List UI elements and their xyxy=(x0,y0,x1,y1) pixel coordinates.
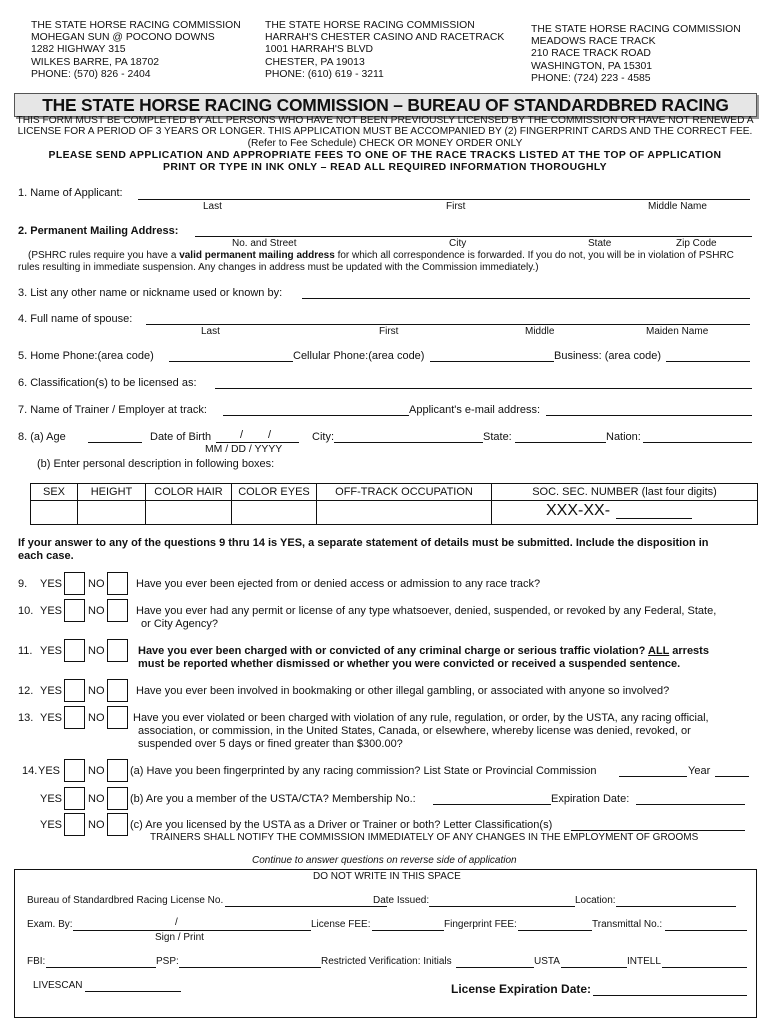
q12-yes-label: YES xyxy=(40,685,63,697)
q14a-no-label: NO xyxy=(88,765,105,777)
q2-street-caption: No. and Street xyxy=(232,238,297,249)
q14a-year-label: Year xyxy=(688,765,711,777)
dob-label: Date of Birth xyxy=(150,431,212,443)
q10-no-label: NO xyxy=(88,605,105,617)
livescan-field[interactable] xyxy=(85,991,181,992)
height-cell[interactable] xyxy=(78,501,146,524)
q12-number: 12. xyxy=(18,685,34,697)
q11-text-line-2: must be reported whether dismissed or whether you were convicted or received a suspended sentence. xyxy=(138,658,681,670)
fingerprint-fee-label: Fingerprint FEE: xyxy=(444,919,517,930)
q4-label: 4. Full name of spouse: xyxy=(18,313,133,325)
birth-state-field[interactable] xyxy=(515,442,606,443)
q12-no-checkbox[interactable] xyxy=(107,679,128,702)
license-expiration-field[interactable] xyxy=(593,995,747,996)
q14a-no-checkbox[interactable] xyxy=(107,759,128,782)
license-number-label: Bureau of Standardbred Racing License No. xyxy=(27,895,224,906)
q10-number: 10. xyxy=(18,605,34,617)
q14b-yes-label: YES xyxy=(40,793,63,805)
q2-note-line-1: (PSHRC rules require you have a valid permanent mailing address for which all correspondence is forwarded. If you do not, you will be in violation of PSHRC xyxy=(28,250,734,261)
age-field[interactable] xyxy=(88,442,142,443)
exam-by-label: Exam. By: xyxy=(27,919,73,930)
other-names-field[interactable] xyxy=(302,298,750,299)
email-field[interactable] xyxy=(546,415,752,416)
q2-zip-caption: Zip Code xyxy=(676,238,717,249)
office-use-title: DO NOT WRITE IN THIS SPACE xyxy=(313,871,461,882)
business-phone-label: Business: (area code) xyxy=(554,350,661,362)
address-line: THE STATE HORSE RACING COMMISSION xyxy=(265,20,475,31)
address-line: 1282 HIGHWAY 315 xyxy=(31,44,126,56)
q14c-yes-checkbox[interactable] xyxy=(64,813,85,836)
q10-text-line-2: or City Agency? xyxy=(141,618,219,630)
q10-yes-checkbox[interactable] xyxy=(64,599,85,622)
q2-city-caption: City xyxy=(449,238,467,249)
address-block-meadows xyxy=(531,24,741,85)
business-phone-field[interactable] xyxy=(666,361,750,362)
intell-field[interactable] xyxy=(662,967,747,968)
license-expiration-label: License Expiration Date: xyxy=(451,982,592,996)
fingerprint-year-field[interactable] xyxy=(715,776,749,777)
livescan-label: LIVESCAN xyxy=(33,980,83,991)
trainer-employer-field[interactable] xyxy=(223,415,409,416)
trainers-notice: TRAINERS SHALL NOTIFY THE COMMISSION IMMEDIATELY OF ANY CHANGES IN THE EMPLOYMENT OF GROOMS xyxy=(150,832,699,843)
ssn-cell[interactable] xyxy=(492,501,757,524)
membership-expiration-field[interactable] xyxy=(636,804,745,805)
q13-number: 13. xyxy=(18,712,34,724)
address-line: HARRAH'S CHESTER CASINO AND RACETRACK xyxy=(265,32,505,44)
q11-number: 11. xyxy=(18,645,33,657)
q14c-yes-label: YES xyxy=(40,819,63,831)
address-line: THE STATE HORSE RACING COMMISSION xyxy=(531,24,741,35)
license-fee-field[interactable] xyxy=(372,930,444,931)
dob-field[interactable] xyxy=(216,442,299,443)
date-issued-label: Date Issued: xyxy=(373,895,430,906)
address-block-harrahs xyxy=(265,20,504,81)
address-block-mohegan xyxy=(31,20,241,81)
q1-last-caption: Last xyxy=(203,201,222,212)
email-label: Applicant's e-mail address: xyxy=(409,404,541,416)
spouse-name-field[interactable] xyxy=(146,324,750,325)
address-line: 1001 HARRAH'S BLVD xyxy=(265,44,374,56)
location-label: Location: xyxy=(575,895,616,906)
q1-middle-caption: Middle Name xyxy=(648,201,707,212)
print-instructions: PRINT OR TYPE IN INK ONLY – READ ALL REQUIRED INFORMATION THOROUGHLY xyxy=(162,162,607,173)
q13-yes-checkbox[interactable] xyxy=(64,706,85,729)
q4-maiden-caption: Maiden Name xyxy=(646,326,709,337)
fingerprint-fee-field[interactable] xyxy=(518,930,592,931)
transmittal-label: Transmittal No.: xyxy=(592,919,663,930)
q11-yes-label: YES xyxy=(40,645,63,657)
q9-no-label: NO xyxy=(88,578,105,590)
nation-field[interactable] xyxy=(643,442,752,443)
q12-no-label: NO xyxy=(88,685,105,697)
q9-yes-checkbox[interactable] xyxy=(64,572,85,595)
q14b-yes-checkbox[interactable] xyxy=(64,787,85,810)
q14a-yes-checkbox[interactable] xyxy=(64,759,85,782)
q2-note-line-2: rules resulting in immediate suspension. Any changes in address must be updated with the Commission immediately.) xyxy=(18,262,539,273)
yes-answer-note: If your answer to any of the questions 9 thru 14 is YES, a separate statement of details must be submitted. Include the disposition in xyxy=(18,537,709,549)
ssn-prefix: XXX-XX- xyxy=(546,502,611,519)
q8-age-label: 8. (a) Age xyxy=(18,431,66,443)
hair-color-cell[interactable] xyxy=(146,501,232,524)
q13-text-line-1: Have you ever violated or been charged with violation of any rule, regulation, or order, by the USTA, any racing official, xyxy=(133,712,709,724)
restricted-verification-label: Restricted Verification: Initials xyxy=(321,956,452,967)
commission-field[interactable] xyxy=(619,776,687,777)
table-header-eyes: COLOR EYES xyxy=(232,484,317,501)
intro-line-2: LICENSE FOR A PERIOD OF 3 YEARS OR LONGER. THIS APPLICATION MUST BE ACCOMPANIED BY (2) FINGERPRINT CARDS AND THE CORRECT FEE. xyxy=(17,126,753,137)
intro-line-1: THIS FORM MUST BE COMPLETED BY ALL PERSONS WHO HAVE NOT BEEN PREVIOUSLY LICENSED BY THE COMMISSION OR HAVE NOT RENEWED A xyxy=(16,115,754,126)
dob-slash: / xyxy=(240,429,244,441)
q4-middle-caption: Middle xyxy=(525,326,555,337)
birth-city-field[interactable] xyxy=(334,442,483,443)
license-number-field[interactable] xyxy=(225,906,387,907)
license-fee-label: License FEE: xyxy=(311,919,371,930)
q9-text: Have you ever been ejected from or denied access or admission to any race track? xyxy=(136,578,541,590)
address-line: 210 RACE TRACK ROAD xyxy=(531,48,651,60)
form-title: THE STATE HORSE RACING COMMISSION – BUREAU OF STANDARDBRED RACING xyxy=(14,93,757,117)
sign-print-caption: Sign / Print xyxy=(155,932,204,943)
intell-label: INTELL xyxy=(627,956,661,967)
eye-color-cell[interactable] xyxy=(232,501,317,524)
birth-city-label: City: xyxy=(312,431,334,443)
q11-no-checkbox[interactable] xyxy=(107,639,128,662)
office-use-box xyxy=(14,869,757,1018)
q1-label: 1. Name of Applicant: xyxy=(18,187,123,199)
q7-label: 7. Name of Trainer / Employer at track: xyxy=(18,404,207,416)
mailing-address-field[interactable] xyxy=(195,236,752,237)
q14-number: 14. xyxy=(22,765,38,777)
intro-line-3: (Refer to Fee Schedule) CHECK OR MONEY ORDER ONLY xyxy=(247,138,523,149)
q13-no-label: NO xyxy=(88,712,105,724)
q1-first-caption: First xyxy=(446,201,466,212)
q10-no-checkbox[interactable] xyxy=(107,599,128,622)
address-line: MOHEGAN SUN @ POCONO DOWNS xyxy=(31,32,215,44)
q12-yes-checkbox[interactable] xyxy=(64,679,85,702)
q9-yes-label: YES xyxy=(40,578,63,590)
q13-text-line-3: suspended over 5 days or fined greater than $300.00? xyxy=(138,738,403,750)
q13-yes-label: YES xyxy=(40,712,63,724)
q14b-text: (b) Are you a member of the USTA/CTA? Membership No.: xyxy=(130,793,416,805)
psp-field[interactable] xyxy=(179,967,321,968)
classification-field[interactable] xyxy=(215,388,752,389)
q5-label: 5. Home Phone:(area code) xyxy=(18,350,154,362)
address-line: WASHINGTON, PA 15301 xyxy=(531,60,653,72)
dob-format-caption: MM / DD / YYYY xyxy=(205,444,283,455)
q14c-no-label: NO xyxy=(88,819,105,831)
occupation-cell[interactable] xyxy=(317,501,492,524)
q9-no-checkbox[interactable] xyxy=(107,572,128,595)
fbi-label: FBI: xyxy=(27,956,46,967)
transmittal-field[interactable] xyxy=(665,930,747,931)
usta-field[interactable] xyxy=(561,967,627,968)
restricted-initials-field[interactable] xyxy=(456,967,534,968)
q14c-no-checkbox[interactable] xyxy=(107,813,128,836)
fbi-field[interactable] xyxy=(46,967,156,968)
table-header-height: HEIGHT xyxy=(78,484,146,501)
address-line: MEADOWS RACE TRACK xyxy=(531,36,656,48)
q13-no-checkbox[interactable] xyxy=(107,706,128,729)
sex-cell[interactable] xyxy=(31,501,78,524)
q10-text-line-1: Have you ever had any permit or license of any type whatsoever, denied, suspended, or revoked by any Federal, State, xyxy=(136,605,717,617)
nation-label: Nation: xyxy=(606,431,641,443)
address-line: CHESTER, PA 19013 xyxy=(265,56,365,68)
q9-number: 9. xyxy=(18,578,28,590)
dob-slash: / xyxy=(268,429,272,441)
yes-answer-note-line-2: each case. xyxy=(18,550,74,562)
send-instructions: PLEASE SEND APPLICATION AND APPROPRIATE FEES TO ONE OF THE RACE TRACKS LISTED AT THE TOP OF APPLICATION xyxy=(48,150,722,161)
ssn-last-four-field[interactable] xyxy=(616,518,692,519)
membership-number-field[interactable] xyxy=(433,804,551,805)
q3-label: 3. List any other name or nickname used or known by: xyxy=(18,287,283,299)
table-header-sex: SEX xyxy=(31,484,78,501)
table-header-hair: COLOR HAIR xyxy=(146,484,232,501)
q14b-no-label: NO xyxy=(88,793,105,805)
q14b-expiration-label: Expiration Date: xyxy=(551,793,630,805)
cell-phone-label: Cellular Phone:(area code) xyxy=(293,350,425,362)
home-phone-field[interactable] xyxy=(169,361,293,362)
q2-label: 2. Permanent Mailing Address: xyxy=(18,225,179,237)
q14a-text: (a) Have you been fingerprinted by any racing commission? List State or Provincial Commission xyxy=(130,765,597,777)
q4-first-caption: First xyxy=(379,326,399,337)
exam-by-slash: / xyxy=(175,917,178,928)
q11-text-line-1: Have you ever been charged with or convicted of any criminal charge or serious traffic violation? ALL arrests xyxy=(138,645,709,657)
address-line: PHONE: (724) 223 - 4585 xyxy=(531,72,651,84)
birth-state-label: State: xyxy=(483,431,512,443)
applicant-name-field[interactable] xyxy=(138,199,750,200)
address-line: PHONE: (610) 619 - 3211 xyxy=(265,68,384,80)
address-line: THE STATE HORSE RACING COMMISSION xyxy=(31,20,241,31)
q8b-label: (b) Enter personal description in following boxes: xyxy=(37,458,275,470)
location-field[interactable] xyxy=(616,906,736,907)
q11-yes-checkbox[interactable] xyxy=(64,639,85,662)
table-header-occupation: OFF-TRACK OCCUPATION xyxy=(317,484,492,501)
q11-no-label: NO xyxy=(88,645,105,657)
q14b-no-checkbox[interactable] xyxy=(107,787,128,810)
exam-by-field[interactable] xyxy=(73,930,311,931)
psp-label: PSP: xyxy=(156,956,179,967)
continue-note: Continue to answer questions on reverse side of application xyxy=(252,855,517,866)
q6-label: 6. Classification(s) to be licensed as: xyxy=(18,377,197,389)
q4-last-caption: Last xyxy=(201,326,220,337)
date-issued-field[interactable] xyxy=(429,906,575,907)
q10-yes-label: YES xyxy=(40,605,63,617)
address-line: PHONE: (570) 826 - 2404 xyxy=(31,68,151,80)
q2-state-caption: State xyxy=(588,238,612,249)
address-line: WILKES BARRE, PA 18702 xyxy=(31,56,160,68)
table-header-ssn: SOC. SEC. NUMBER (last four digits) xyxy=(492,484,757,501)
q12-text: Have you ever been involved in bookmaking or other illegal gambling, or associated with anyone so involved? xyxy=(136,685,670,697)
q14c-text: (c) Are you licensed by the USTA as a Driver or Trainer or both? Letter Classification(s) xyxy=(130,819,553,831)
q14a-yes-label: YES xyxy=(38,765,61,777)
personal-description-table xyxy=(30,483,758,525)
q13-text-line-2: association, or commission, in the United States, Canada, or elsewhere, whereby license was denied, revoked, or xyxy=(138,725,691,737)
cell-phone-field[interactable] xyxy=(430,361,554,362)
usta-label: USTA xyxy=(534,956,560,967)
